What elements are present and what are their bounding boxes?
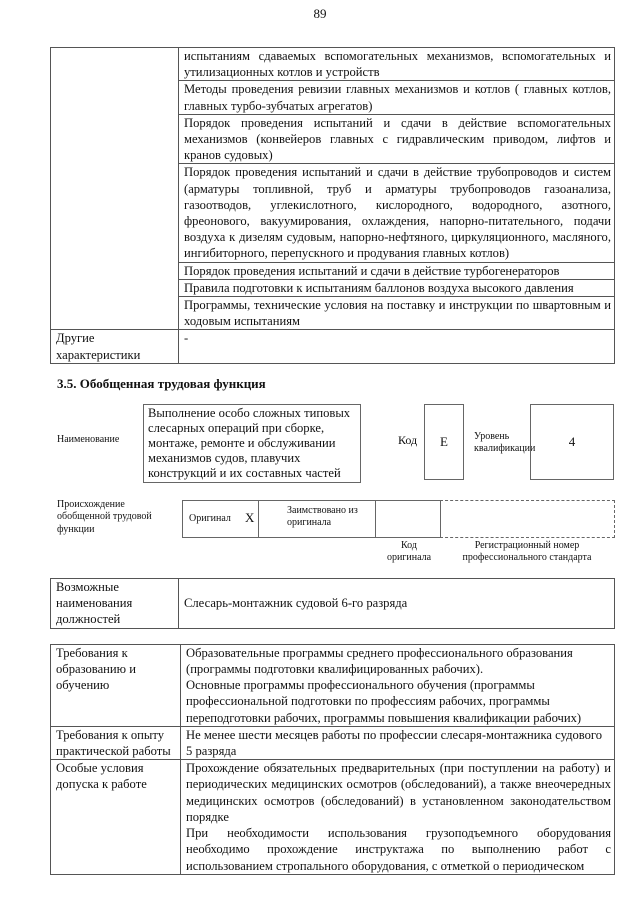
other-label: Другие характеристики [51, 330, 179, 363]
function-block [0, 392, 640, 578]
positions-table [50, 578, 615, 629]
req-value: Не менее шести месяцев работы по профессии слесаря-монтажника судового 5 разряда [181, 726, 615, 759]
table-row: Программы, технические условия на поставку и инструкции по швартовным и ходовым испытаниям [179, 297, 615, 330]
original-label: Оригинал [189, 512, 231, 524]
empty-label-cell [51, 48, 179, 330]
table-row: Методы проведения ревизии главных механизмов и котлов ( главных котлов, главных турбо-зубчатых агрегатов) [179, 81, 615, 114]
req-value: Прохождение обязательных предварительных (при поступлении на работу) и периодических медицинских осмотров (обследований), а также внеочередных медицинских осмотров (обследований) в установленном законодательством порядке При необходимости использования грузоподъемного оборудования необходимо прохождение инструктажа по выполнению работ с использованием стропального оборудования, с отметкой о периодическом [181, 760, 615, 874]
page-number: 89 [313, 6, 327, 21]
knowledge-table [50, 47, 615, 364]
name-label: Наименование [57, 433, 120, 445]
positions-label: Возможные наименования должностей [51, 578, 179, 628]
origin-label: Происхождение обобщенной трудовой функции [57, 498, 152, 535]
code-label: Код [398, 432, 418, 447]
section-heading: 3.5. Обобщенная трудовая функция [57, 375, 266, 391]
positions-value: Слесарь-монтажник судовой 6-го разряда [179, 578, 615, 628]
original-cell [182, 500, 259, 538]
requirements-table [50, 644, 615, 875]
other-value: - [179, 330, 615, 363]
table-row: Порядок проведения испытаний и сдачи в действие вспомогательных механизмов (конвейеров главных с гидравлическим приводом, лифтов и кранов судовых) [179, 114, 615, 164]
table-row: испытаниям сдаваемых вспомогательных механизмов, вспомогательных и утилизационных котлов и устройств [179, 48, 615, 81]
borrowed-label: Заимствовано из оригинала [258, 500, 376, 538]
table-row: Правила подготовки к испытаниям баллонов воздуха высокого давления [179, 279, 615, 296]
level-value: 4 [530, 404, 614, 480]
reg-number-cell [440, 500, 615, 538]
original-code-cell [375, 500, 441, 538]
function-name: Выполнение особо сложных типовых слесарных операций при сборке, монтаже, ремонте и обслуживании механизмов судов, плавучих конструкций и их составных частей [143, 404, 361, 483]
req-label: Особые условия допуска к работе [51, 760, 181, 874]
table-row: Порядок проведения испытаний и сдачи в действие трубопроводов и систем (арматуры топливной, труб и арматуры трубопроводов газоанализа, газоотводов, углекислотного, кислородного, водородного, азотного, фреонового, вакуумирования, охлаждения, напорно-питательного, подачи воздуха к дизелям судовым, напорно-нефтяного, циркуляционного, масляного, ингибиторного, перепускного и продувания главных котлов) [179, 164, 615, 262]
original-mark: X [245, 509, 255, 525]
req-label: Требования к образованию и обучению [51, 644, 181, 726]
req-label: Требования к опыту практической работы [51, 726, 181, 759]
table-row: Порядок проведения испытаний и сдачи в действие турбогенераторов [179, 262, 615, 279]
reg-caption: Регистрационный номер профессионального стандарта [462, 539, 592, 564]
code-caption: Код оригинала [386, 539, 432, 564]
req-value: Образовательные программы среднего профессионального образования (программы подготовки квалифицированных рабочих). Основные программы профессионального обучения (программы профессиональной подготовки по профессиям рабочих, программы переподготовки рабочих, программы повышения квалификации рабочих) [181, 644, 615, 726]
level-label: Уровень квалификации [474, 430, 536, 455]
code-value: E [424, 404, 464, 480]
